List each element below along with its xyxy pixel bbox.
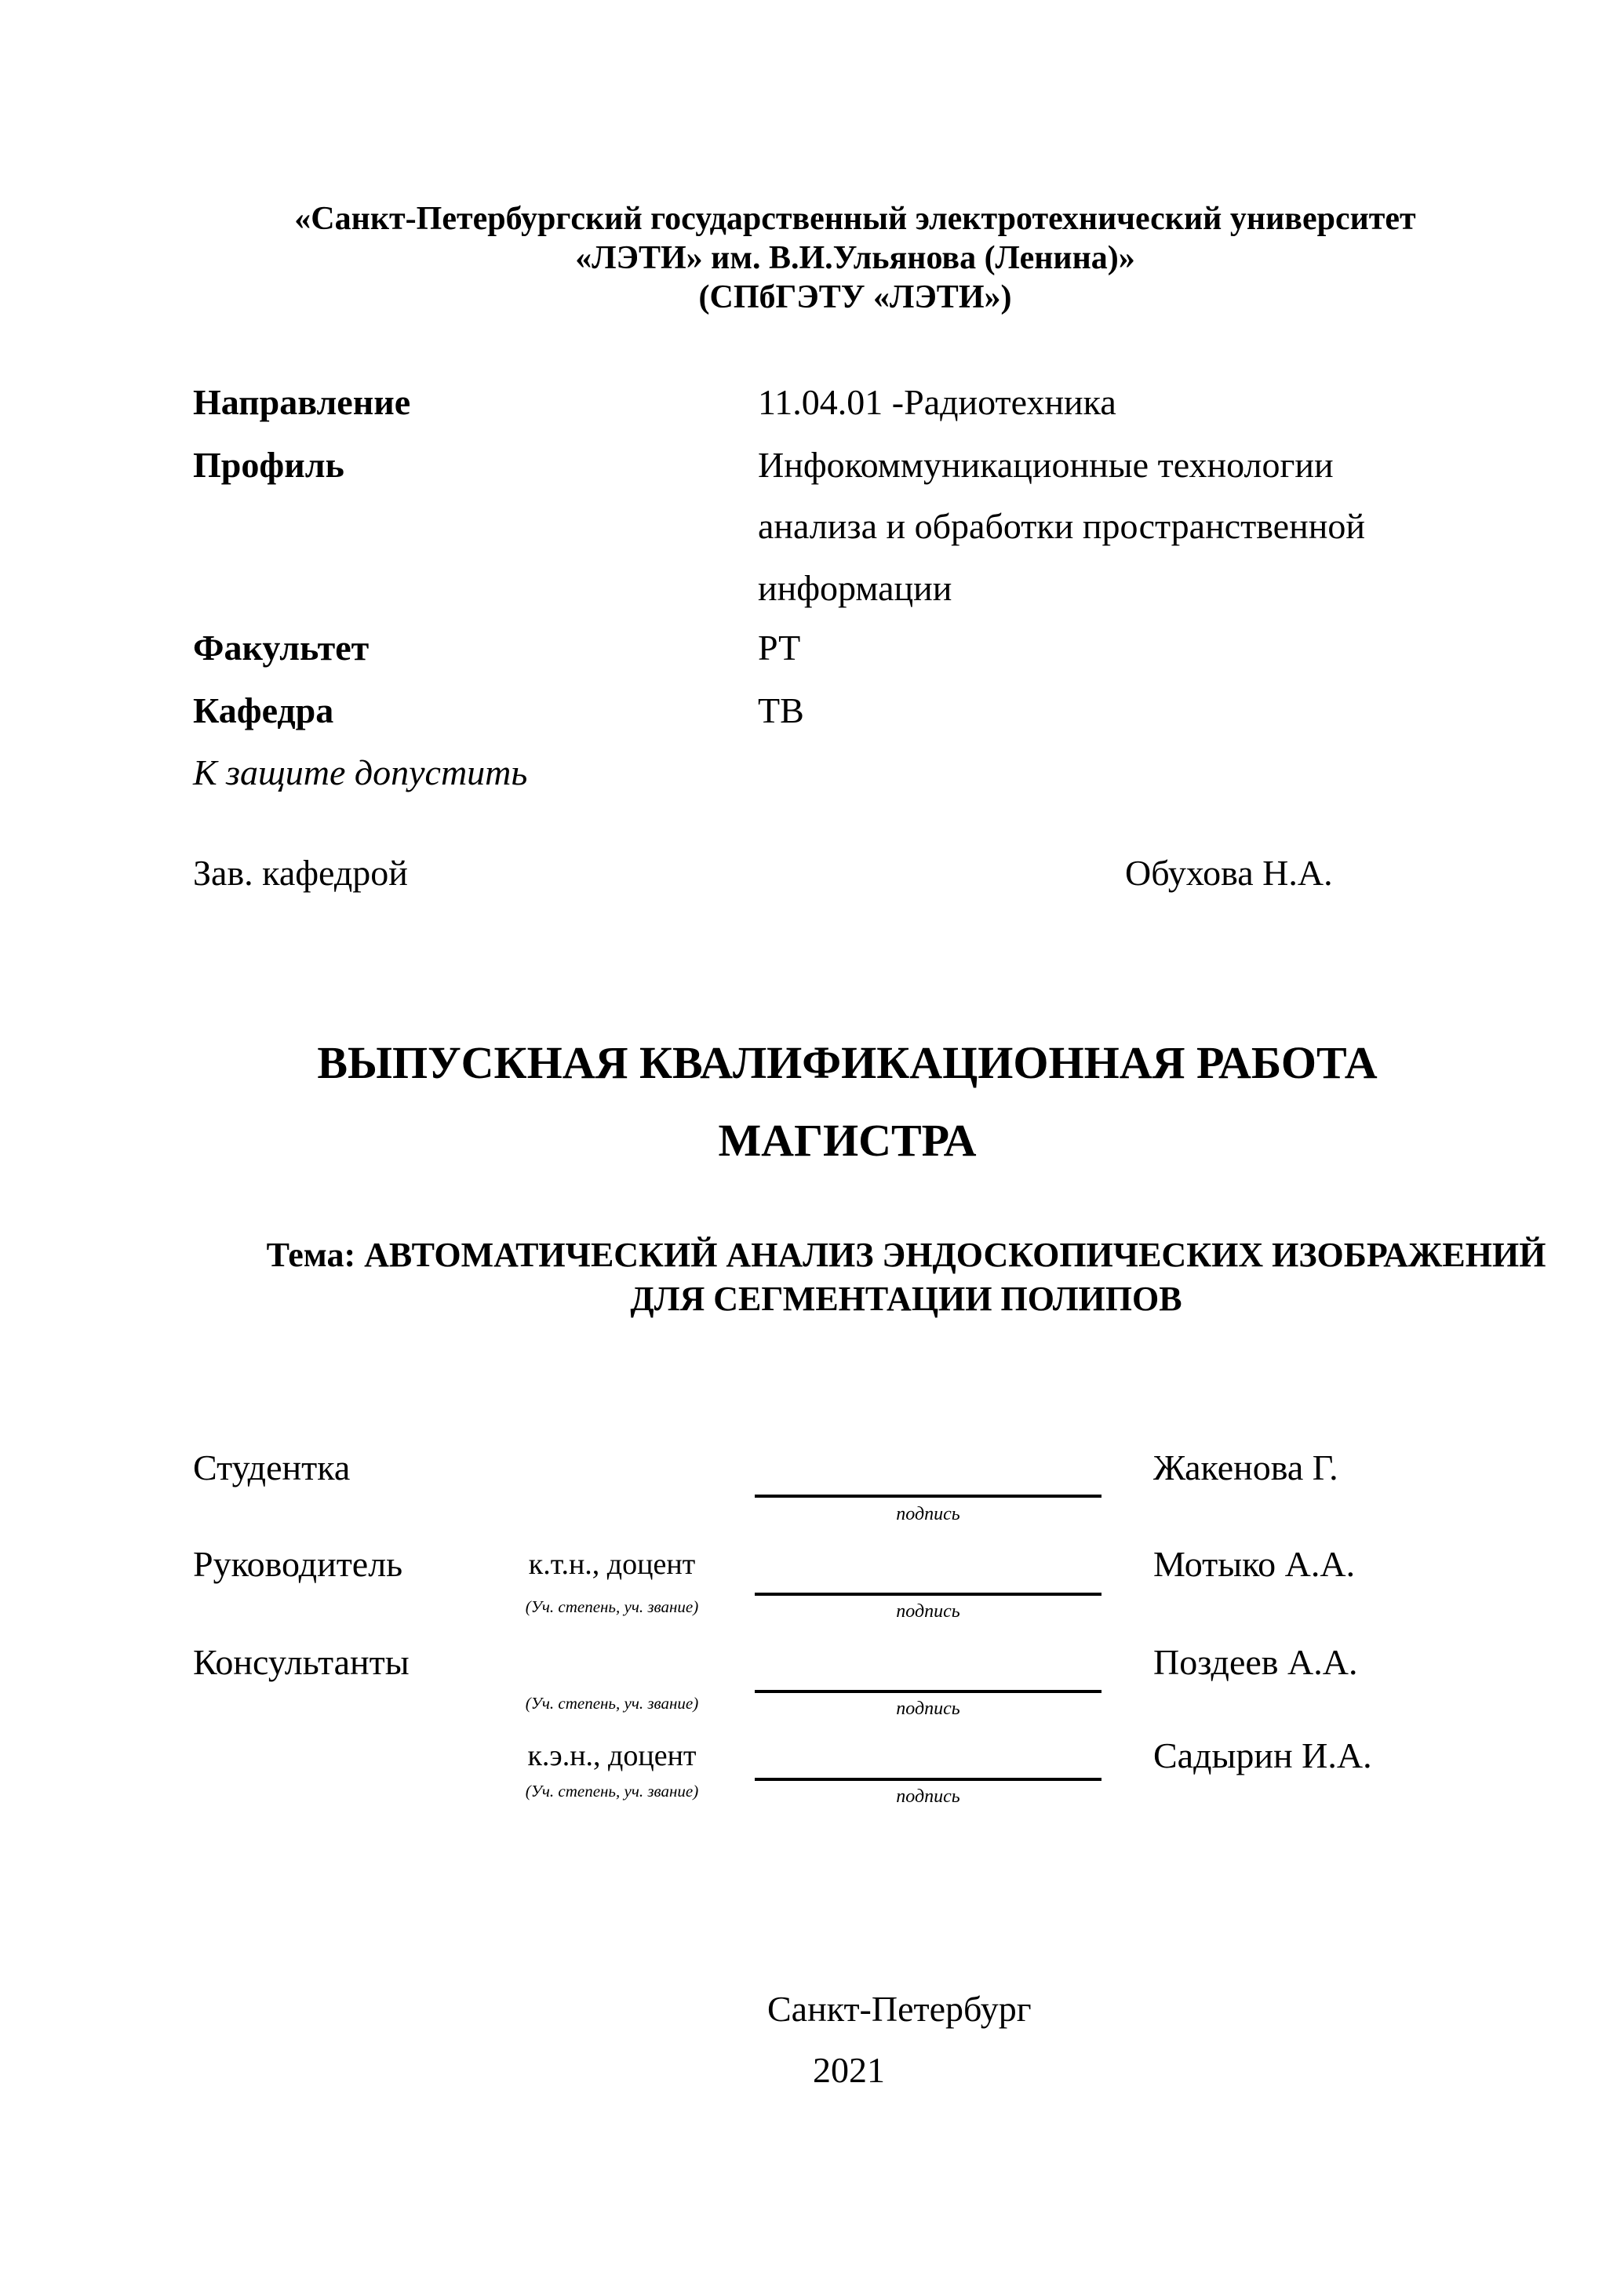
signature-hint: подпись [896, 1601, 960, 1622]
signature-line [755, 1593, 1101, 1596]
profile-value-line: информации [758, 568, 952, 608]
profile-label: Профиль [193, 445, 344, 485]
signature-line [755, 1690, 1101, 1693]
document-title-line1: ВЫПУСКНАЯ КВАЛИФИКАЦИОННАЯ РАБОТА [317, 1037, 1378, 1088]
topic-line1: Тема: АВТОМАТИЧЕСКИЙ АНАЛИЗ ЭНДОСКОПИЧЕСКИХ ИЗОБРАЖЕНИЙ [266, 1236, 1546, 1274]
signature-line [755, 1778, 1101, 1781]
year: 2021 [813, 2050, 885, 2090]
signature-hint: подпись [896, 1699, 960, 1719]
supervisor-degree: к.т.н., доцент [528, 1548, 696, 1581]
supervisor-name: Мотыко А.А. [1153, 1544, 1356, 1584]
degree-hint: (Уч. степень, уч. звание) [525, 1782, 699, 1801]
profile-value-line: анализа и обработки пространственной [758, 506, 1365, 546]
faculty-value: РТ [758, 628, 801, 668]
profile-value-line: Инфокоммуникационные технологии [758, 445, 1334, 485]
department-value: ТВ [758, 690, 804, 730]
department-label: Кафедра [193, 690, 334, 730]
degree-hint: (Уч. степень, уч. звание) [525, 1597, 699, 1616]
faculty-label: Факультет [193, 628, 370, 668]
supervisor-label: Руководитель [193, 1544, 403, 1584]
city: Санкт-Петербург [767, 1989, 1032, 2029]
signature-hint: подпись [896, 1786, 960, 1807]
head-of-department-name: Обухова Н.А. [1125, 853, 1333, 893]
signature-hint: подпись [896, 1504, 960, 1524]
consultant2-degree: к.э.н., доцент [527, 1739, 697, 1772]
direction-label: Направление [193, 382, 411, 422]
university-abbreviation: (СПбГЭТУ «ЛЭТИ») [698, 279, 1012, 315]
direction-value: 11.04.01 -Радиотехника [758, 382, 1116, 422]
signature-line [755, 1495, 1101, 1498]
consultant1-name: Поздеев А.А. [1153, 1642, 1358, 1682]
university-name-line1: «Санкт-Петербургский государственный электротехнический университет [294, 201, 1416, 237]
topic-line2: ДЛЯ СЕГМЕНТАЦИИ ПОЛИПОВ [630, 1280, 1182, 1318]
document-title-line2: МАГИСТРА [718, 1115, 977, 1166]
consultants-label: Консультанты [193, 1642, 410, 1682]
student-name: Жакенова Г. [1153, 1447, 1338, 1487]
student-label: Студентка [193, 1447, 351, 1487]
consultant2-name: Садырин И.А. [1153, 1735, 1372, 1775]
head-of-department-label: Зав. кафедрой [193, 853, 408, 893]
degree-hint: (Уч. степень, уч. звание) [525, 1694, 699, 1713]
university-name-line2: «ЛЭТИ» им. В.И.Ульянова (Ленина)» [575, 240, 1135, 276]
admit-to-defense: К защите допустить [193, 752, 528, 792]
